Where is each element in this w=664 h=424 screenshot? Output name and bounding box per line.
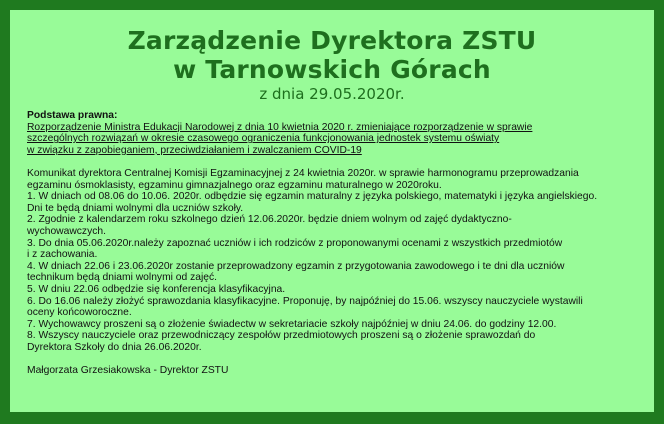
body-line: technikum będą dniami wolnymi od zajęć. (27, 272, 218, 284)
body-line: 2. Zgodnie z kalendarzem roku szkolnego dzień 12.06.2020r. będzie dniem wolnym od zajęć dydaktyczno- (27, 214, 512, 226)
legal-basis-line: Rozporządzenie Ministra Edukacji Narodowej z dnia 10 kwietnia 2020 r. zmieniające rozporządzenie w sprawie (27, 121, 533, 133)
legal-basis-link[interactable] (27, 122, 639, 157)
legal-basis-line: w związku z zapobieganiem, przeciwdziałaniem i zwalczaniem COVID-19 (27, 144, 362, 156)
body-line: egzaminu ósmoklasisty, egzaminu gimnazjalnego oraz egzaminu maturalnego w 2020roku. (27, 179, 442, 191)
legal-basis (27, 110, 639, 156)
body-line: 4. W dniach 22.06 i 23.06.2020r zostanie przeprowadzony egzamin z przygotowania zawodowego i te dni dla uczniów (27, 260, 565, 272)
body-line: Dyrektora Szkoły do dnia 26.06.2020r. (27, 341, 202, 353)
page-title (10, 10, 654, 84)
body-line: 3. Do dnia 05.06.2020r.należy zapoznać uczniów i ich rodziców z proponowanymi ocenami z wszystkich przedmiotów (27, 237, 563, 249)
announcement-body (27, 110, 639, 377)
body-line: Komunikat dyrektora Centralnej Komisji Egzaminacyjnej z 24 kwietnia 2020r. w sprawie harmonogramu przeprowadzania (27, 167, 579, 179)
announcement-panel (10, 10, 654, 412)
legal-basis-label: Podstawa prawna: (27, 110, 118, 121)
body-line: 1. W dniach od 08.06 do 10.06. 2020r. odbędzie się egzamin maturalny z języka polskiego, matematyki i języka angielskiego. (27, 191, 598, 203)
signature: Małgorzata Grzesiakowska - Dyrektor ZSTU (27, 365, 229, 377)
body-line: Dni te będą dniami wolnymi dla uczniów szkoły. (27, 202, 244, 214)
body-line: i z zachowania. (27, 249, 98, 261)
legal-basis-line: szczególnych rozwiązań w okresie czasowego ograniczenia funkcjonowania jednostek systemu oświaty (27, 133, 500, 145)
issue-date: z dnia 29.05.2020r. (259, 85, 405, 103)
body-line: oceny końcoworoczne. (27, 307, 132, 319)
title-line-2: w Tarnowskich Górach (173, 55, 491, 84)
body-line: 5. W dniu 22.06 odbędzie się konferencja klasyfikacyjna. (27, 283, 286, 295)
title-line-1: Zarządzenie Dyrektora ZSTU (127, 26, 537, 55)
body-line: wychowawczych. (27, 225, 106, 237)
body-line: 8. Wszyscy nauczyciele oraz przewodniczący zespołów przedmiotowych proszeni są o złożenie sprawozdań do (27, 330, 536, 342)
announcement-text (27, 168, 639, 354)
body-line: 7. Wychowawcy proszeni są o złożenie świadectw w sekretariacie szkoły najpóźniej w dniu 24.06. do godziny 12.00. (27, 318, 557, 330)
body-line: 6. Do 16.06 należy złożyć sprawozdania klasyfikacyjne. Proponuję, by najpóźniej do 15.06. wszyscy nauczyciele wystawili (27, 295, 583, 307)
